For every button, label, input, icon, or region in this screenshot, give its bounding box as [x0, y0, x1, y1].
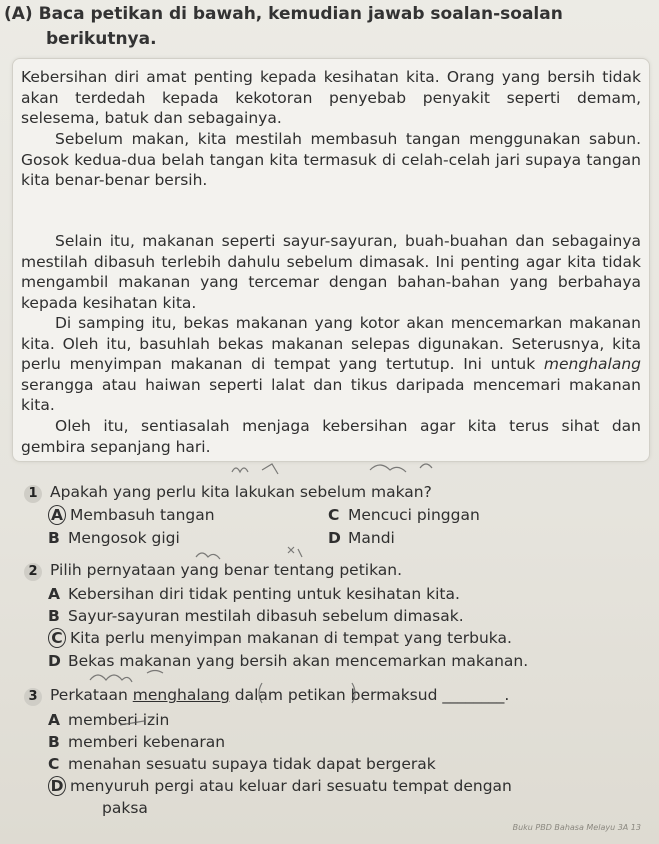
passage-keyword-menghalang: menghalang: [543, 355, 641, 374]
q1-option-b-text: Mengosok gigi: [68, 529, 180, 547]
question-3: [24, 685, 509, 706]
q2-option-a-text: Kebersihan diri tidak penting untuk kesihatan kita.: [68, 585, 460, 603]
q2-option-c[interactable]: [48, 628, 512, 648]
q3-option-d[interactable]: [48, 776, 512, 796]
passage-paragraph-3: Selain itu, makanan seperti sayur-sayuran, buah-buahan dan sebagainya mestilah dibasuh terlebih dahulu sebelum dimasak. Ini penting agar kita tidak mengambil makanan yang tercemar dengan bahan-bahan yang berbahaya kepada kesihatan kita.: [21, 232, 641, 312]
passage-paragraph-5: Oleh itu, sentiasalah menjaga kebersihan agar kita terus sihat dan gembira sepanjang hari.: [21, 417, 641, 456]
q2-option-a[interactable]: [48, 584, 460, 604]
question-3-number: 3: [24, 688, 42, 706]
question-3-text-end: dalam petikan bermaksud ________.: [229, 686, 510, 704]
q3-option-a-letter: A: [48, 711, 60, 729]
q3-option-c-text: menahan sesuatu supaya tidak dapat bergerak: [68, 755, 436, 773]
q1-option-c-letter: C: [328, 506, 340, 524]
q3-option-b-text: memberi kebenaran: [68, 733, 226, 751]
pencil-scribble-4: [420, 464, 432, 468]
question-1-text: Apakah yang perlu kita lakukan sebelum makan?: [50, 483, 432, 501]
q1-option-a-letter: A: [48, 505, 66, 525]
passage-paragraph-4-start: Di samping itu, bekas makanan yang kotor akan mencemarkan makanan kita. Oleh itu, basuhlah bekas makanan selepas digunakan. Seterusnya, kita perlu menyimpan makanan di tempat yang tertutup. Ini untuk: [21, 314, 641, 374]
passage-paragraph-4: [21, 313, 641, 416]
q1-option-c-text: Mencuci pinggan: [348, 506, 480, 524]
q1-option-d-letter: D: [328, 529, 341, 547]
q3-option-b[interactable]: [48, 732, 225, 752]
q2-option-b-letter: B: [48, 607, 60, 625]
q1-option-b[interactable]: [48, 528, 180, 548]
section-title: (A) Baca petikan di bawah, kemudian jawab soalan-soalan: [4, 4, 563, 24]
q2-option-c-text: Kita perlu menyimpan makanan di tempat yang terbuka.: [70, 629, 512, 647]
passage-paragraph-4-end: serangga atau haiwan seperti lalat dan tikus daripada mencemari makanan kita.: [21, 375, 641, 415]
q2-option-b-text: Sayur-sayuran mestilah dibasuh sebelum dimasak.: [68, 607, 464, 625]
section-subtitle: berikutnya.: [46, 29, 157, 49]
question-3-keyword: menghalang: [132, 686, 230, 704]
q2-option-c-letter: C: [48, 628, 66, 648]
pencil-scribble-5: [196, 553, 220, 559]
q1-option-d-text: Mandi: [348, 529, 395, 547]
q2-option-a-letter: A: [48, 585, 60, 603]
q3-option-a[interactable]: [48, 710, 169, 730]
q3-option-b-letter: B: [48, 733, 60, 751]
passage-box: [12, 58, 650, 462]
q3-option-d-continued-text: paksa: [102, 799, 148, 817]
q3-option-d-letter: D: [48, 776, 66, 796]
q1-option-a-text: Membasuh tangan: [70, 506, 215, 524]
q1-option-d[interactable]: [328, 528, 395, 548]
pencil-scribble-2: [262, 464, 278, 474]
q3-option-c-letter: C: [48, 755, 60, 773]
pencil-scribble-7: [90, 675, 132, 682]
q1-option-c[interactable]: [328, 505, 480, 525]
q2-option-d[interactable]: [48, 651, 528, 671]
question-1-number: 1: [24, 485, 42, 503]
question-2-text: Pilih pernyataan yang benar tentang petikan.: [50, 561, 403, 579]
q2-option-b[interactable]: [48, 606, 464, 626]
question-1: [24, 482, 432, 503]
q2-option-d-text: Bekas makanan yang bersih akan mencemarkan makanan.: [68, 652, 529, 670]
q3-option-a-text: memberi izin: [68, 711, 170, 729]
pencil-scribble-6: [288, 547, 302, 557]
pencil-scribble-3: [370, 465, 406, 472]
q3-option-c[interactable]: [48, 754, 436, 774]
passage-paragraph-2: Sebelum makan, kita mestilah membasuh tangan menggunakan sabun. Gosok kedua-dua belah tangan kita termasuk di celah-celah jari supaya tangan kita benar-benar bersih.: [21, 130, 641, 190]
question-3-text-start: Perkataan: [50, 686, 133, 704]
passage-paragraph-1: Kebersihan diri amat penting kepada kesihatan kita. Orang yang bersih tidak akan terdedah kepada kekotoran penyebab penyakit seperti demam, selesema, batuk dan sebagainya.: [21, 68, 641, 128]
section-heading: [4, 2, 654, 52]
q3-option-d-continued: [102, 798, 148, 818]
page-footer: Buku PBD Bahasa Melayu 3A 13: [512, 823, 641, 832]
question-2-number: 2: [24, 563, 42, 581]
q3-option-d-text: menyuruh pergi atau keluar dari sesuatu tempat dengan: [70, 777, 512, 795]
q2-option-d-letter: D: [48, 652, 61, 670]
q1-option-a[interactable]: [48, 505, 215, 525]
q1-option-b-letter: B: [48, 529, 60, 547]
pencil-scribble-1: [232, 468, 248, 472]
question-2: [24, 560, 402, 581]
